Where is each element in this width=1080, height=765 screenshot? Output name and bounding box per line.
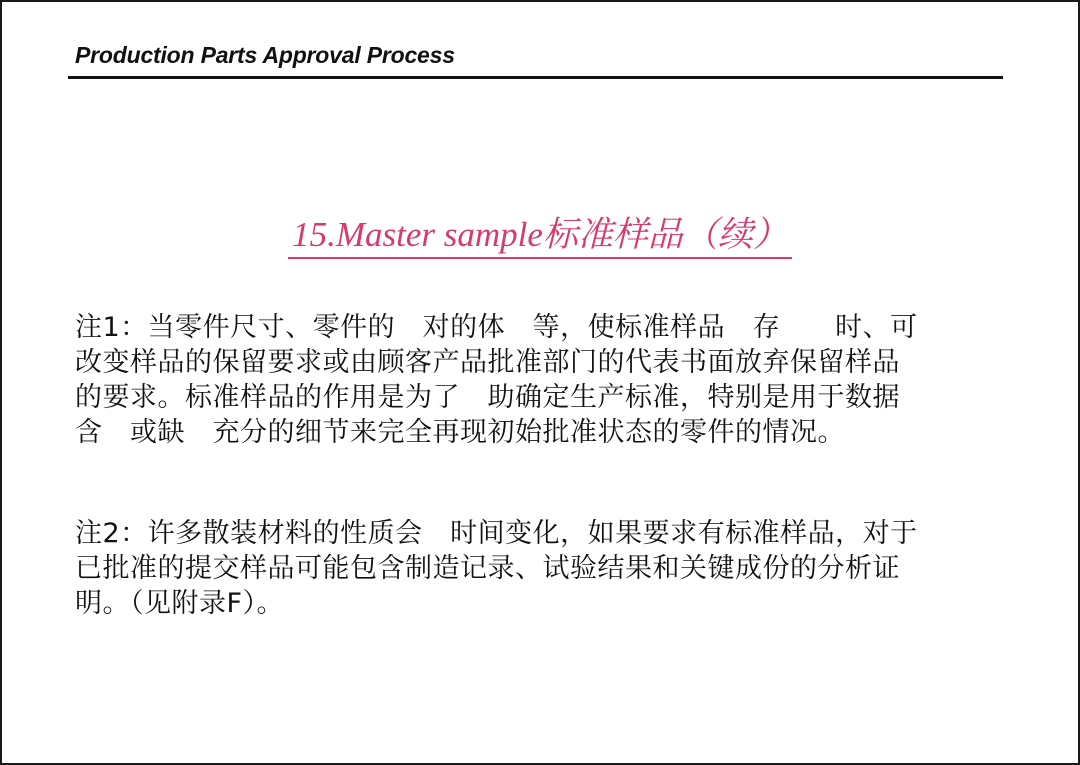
note-1-line-3: 的要求。标准样品的作用是为了 助确定生产标准，特别是用于数据	[75, 382, 900, 413]
note-1-line-2: 改变样品的保留要求或由顾客产品批准部门的代表书面放弃保留样品	[75, 347, 900, 378]
note-1-line-4: 含 或缺 充分的细节来完全再现初始批准状态的零件的情况。	[75, 417, 845, 448]
note-2-line-1: 注2：许多散装材料的性质会 时间变化，如果要求有标准样品，对于	[75, 518, 918, 549]
header-title: Production Parts Approval Process	[75, 42, 455, 68]
note-2	[75, 516, 995, 621]
slide-title-container	[2, 216, 1078, 259]
slide-title: 15.Master sample标准样品（续）	[288, 216, 792, 259]
header-divider	[68, 76, 1003, 79]
note-2-line-3: 明。（见附录F）。	[75, 588, 285, 619]
note-1-line-1: 注1：当零件尺寸、零件的 对的体 等，使标准样品 存 时、可	[75, 312, 918, 343]
note-2-line-2: 已批准的提交样品可能包含制造记录、试验结果和关键成份的分析证	[75, 553, 900, 584]
note-1	[75, 310, 995, 450]
